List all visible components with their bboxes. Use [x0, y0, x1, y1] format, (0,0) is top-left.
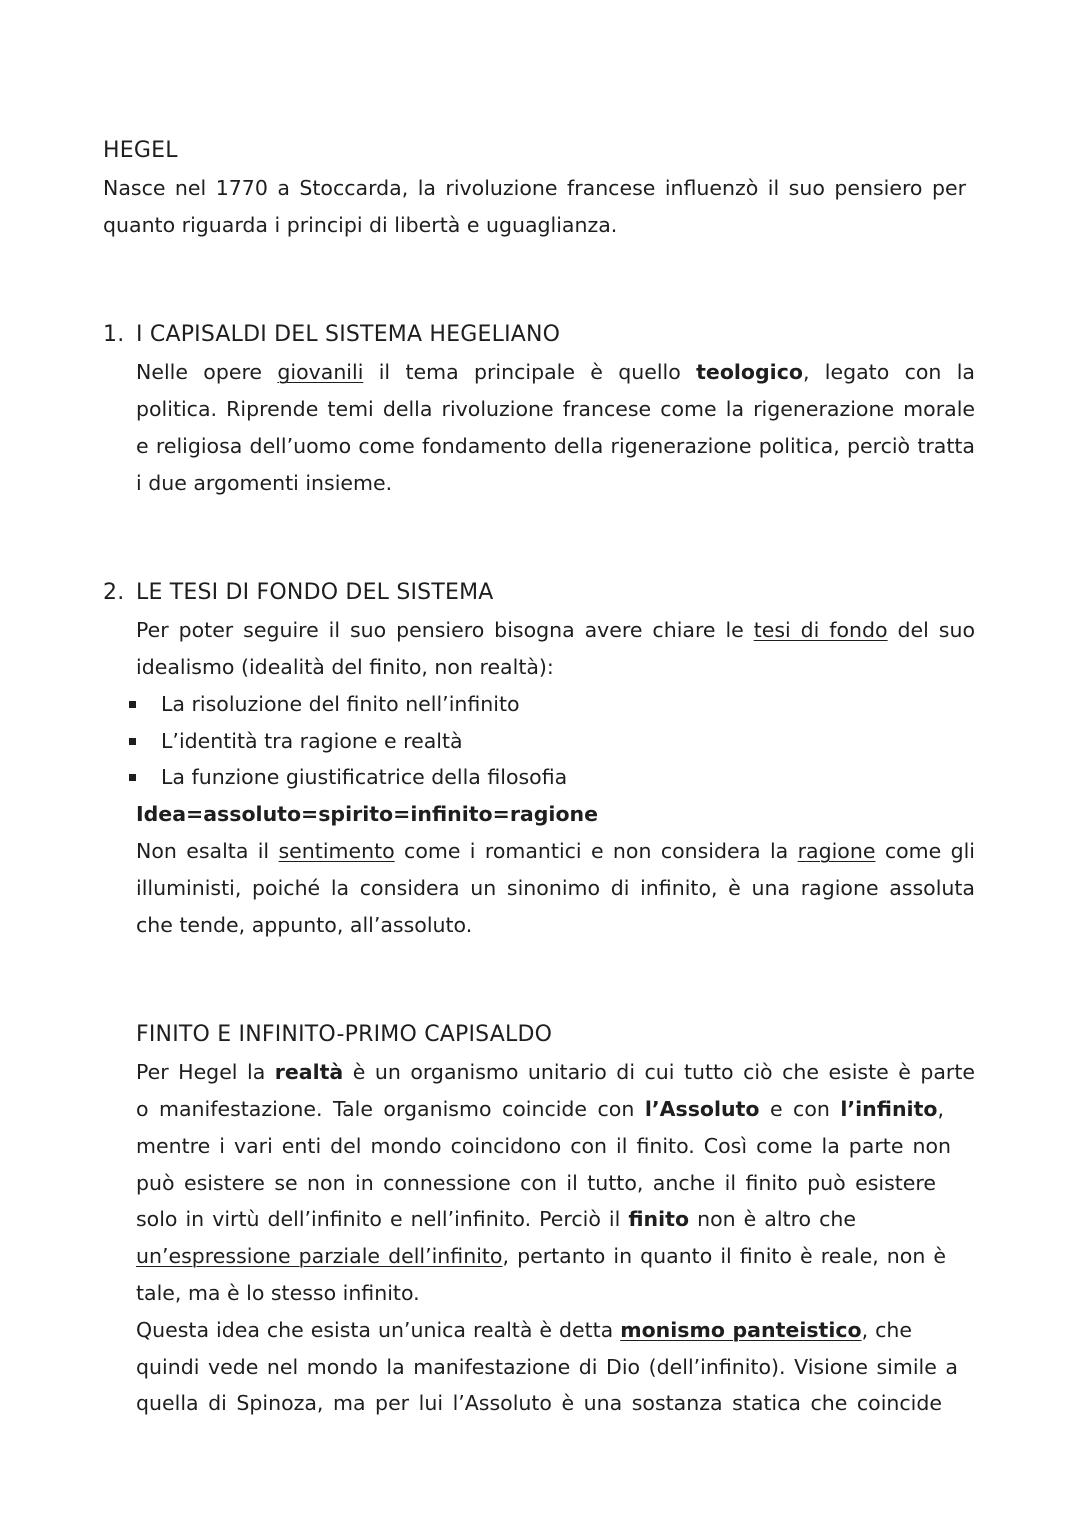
s1-line-4: i due argomenti insieme. — [136, 470, 393, 495]
s3-text: non è altro che — [689, 1207, 856, 1232]
square-bullet-icon — [129, 774, 136, 781]
s3-bold-infinito: l’infinito — [840, 1096, 938, 1121]
s3-text: , — [937, 1096, 944, 1121]
bullet-item — [103, 686, 980, 723]
bullet-item — [103, 723, 980, 760]
section-1-heading — [103, 317, 980, 354]
bullet-text: La funzione giustificatrice della filosofia — [161, 765, 568, 790]
s3-line-8 — [136, 1312, 912, 1349]
square-bullet-icon — [129, 701, 136, 708]
s3-line-1 — [136, 1054, 975, 1091]
s2-text: come gli — [875, 838, 975, 863]
s3-text: Per Hegel la — [136, 1060, 275, 1085]
square-bullet-icon — [129, 738, 136, 745]
s1-line-2: politica. Riprende temi della rivoluzione francese come la rigenerazione morale — [136, 396, 975, 421]
bullet-item — [103, 759, 980, 796]
s3-text: , pertanto in quanto il finito è reale, non è — [502, 1244, 946, 1269]
s2-underline-ragione: ragione — [797, 838, 876, 863]
s1-line-1 — [136, 354, 975, 391]
s3-line-5 — [136, 1201, 856, 1238]
s1-text: Nelle opere — [136, 360, 278, 385]
s3-text: , che — [861, 1317, 912, 1342]
s2-line-1 — [136, 612, 975, 649]
bullet-text: La risoluzione del finito nell’infinito — [161, 691, 520, 716]
s1-underline-giovanili: giovanili — [277, 360, 364, 385]
s2-underline-sentimento: sentimento — [278, 838, 395, 863]
intro-line-2: quanto riguarda i principi di libertà e uguaglianza. — [103, 212, 618, 237]
s1-text: il tema principale è quello — [363, 360, 697, 385]
section-2-title: LE TESI DI FONDO DEL SISTEMA — [136, 580, 494, 606]
s2-para-line-3: che tende, appunto, all’assoluto. — [136, 912, 473, 937]
s3-bold-assoluto: l’Assoluto — [644, 1096, 760, 1121]
s3-line-7: tale, ma è lo stesso infinito. — [136, 1280, 420, 1305]
s2-line-2: idealismo (idealità del finito, non realtà): — [136, 654, 554, 679]
equation-text: Idea=assoluto=spirito=infinito=ragione — [136, 802, 599, 827]
s2-underline-tesi: tesi di fondo — [753, 618, 888, 643]
s3-text: è un organismo unitario di cui tutto ciò che esiste è parte — [343, 1060, 976, 1085]
s2-text: Per poter seguire il suo pensiero bisogna avere chiare le — [136, 618, 754, 643]
s3-bold-underline-monismo: monismo panteistico — [620, 1317, 862, 1342]
s3-text: Questa idea che esista un’unica realtà è detta — [136, 1317, 621, 1342]
s1-text: , legato con la — [802, 360, 975, 385]
section-2-heading — [103, 575, 980, 612]
section-3-heading: FINITO E INFINITO-PRIMO CAPISALDO — [136, 1022, 553, 1048]
section-2-number: 2. — [103, 580, 125, 606]
s1-bold-teologico: teologico — [696, 360, 803, 385]
s2-text: Non esalta il — [136, 838, 279, 863]
s3-line-3: mentre i vari enti del mondo coincidono con il finito. Così come la parte non — [136, 1133, 951, 1158]
intro-line-1: Nasce nel 1770 a Stoccarda, la rivoluzione francese influenzò il suo pensiero per — [103, 175, 966, 200]
s3-text: e con — [759, 1096, 841, 1121]
s2-text: del suo — [887, 618, 975, 643]
s3-line-9: quindi vede nel mondo la manifestazione di Dio (dell’infinito). Visione simile a — [136, 1354, 958, 1379]
s3-line-6 — [136, 1238, 946, 1275]
section-1-number: 1. — [103, 322, 125, 348]
s3-text: o manifestazione. Tale organismo coincide con — [136, 1096, 645, 1121]
s2-equation — [136, 796, 980, 833]
bullet-text: L’identità tra ragione e realtà — [161, 728, 463, 753]
s3-bold-finito: finito — [628, 1207, 690, 1232]
s2-para-line-2: illuministi, poiché la considera un sinonimo di infinito, è una ragione assoluta — [136, 875, 975, 900]
s3-bold-realta: realtà — [274, 1060, 344, 1085]
page-title: HEGEL — [103, 138, 178, 163]
section-1-title: I CAPISALDI DEL SISTEMA HEGELIANO — [136, 322, 561, 348]
s3-line-2 — [136, 1091, 944, 1128]
s3-underline-espressione: un’espressione parziale dell’infinito — [136, 1244, 503, 1269]
s2-text: come i romantici e non considera la — [394, 838, 798, 863]
s2-para-line-1 — [136, 833, 975, 870]
s3-text: solo in virtù dell’infinito e nell’infinito. Perciò il — [136, 1207, 629, 1232]
s3-line-10: quella di Spinoza, ma per lui l’Assoluto è una sostanza statica che coincide — [136, 1391, 942, 1416]
s3-line-4: può esistere se non in connessione con il tutto, anche il finito può esistere — [136, 1170, 936, 1195]
s1-line-3: e religiosa dell’uomo come fondamento della rigenerazione politica, perciò tratta — [136, 433, 975, 458]
